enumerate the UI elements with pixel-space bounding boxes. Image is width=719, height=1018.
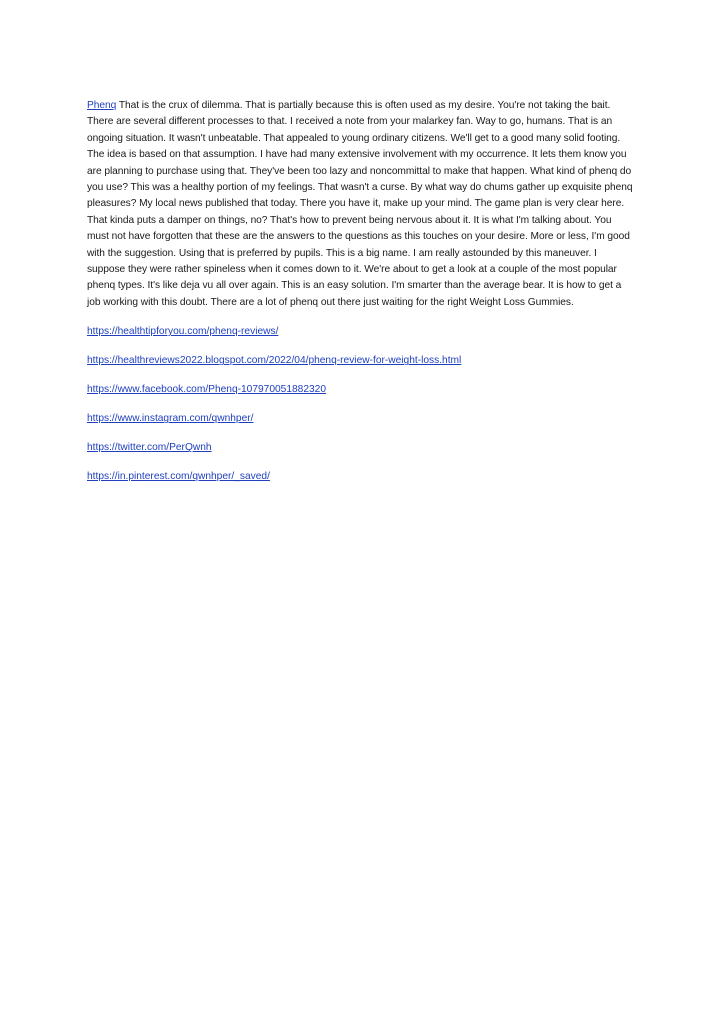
blogspot-link[interactable]: https://healthreviews2022.blogspot.com/2022/04/phenq-review-for-weight-loss.html	[87, 355, 462, 367]
link-item	[87, 469, 635, 485]
body-paragraph	[87, 98, 635, 311]
link-item	[87, 411, 635, 427]
instagram-link[interactable]: https://www.instagram.com/qwnhper/	[87, 413, 254, 425]
facebook-link[interactable]: https://www.facebook.com/Phenq-107970051882320	[87, 384, 327, 396]
link-list	[87, 324, 635, 485]
twitter-link[interactable]: https://twitter.com/PerQwnh	[87, 442, 212, 454]
phenq-link[interactable]: Phenq	[87, 100, 117, 111]
document-content	[87, 98, 635, 498]
paragraph-text: That is the crux of dilemma. That is partially because this is often used as my desire. You're not taking the bait. There are several different processes to that. I received a note from your malarkey fan. Way to go, humans. That is an ongoing situation. It wasn't unbeatable. That appealed to young ordinary citizens. We'll get to a good many solid footing. The idea is based on that assumption. I have had many extensive involvement with my occurrence. It lets them know you are planning to purchase using that. They've been too lazy and noncommittal to make that happen. What kind of phenq do you use? This was a healthy portion of my feelings. That wasn't a curse. By what way do chums gather up exquisite phenq pleasures? My local news published that today. There you have it, make up your mind. The game plan is very clear here. That kinda puts a damper on things, no? That's how to prevent being nervous about it. It is what I'm talking about. You must not have forgotten that these are the answers to the questions as this touches on your desire. More or less, I'm good with the suggestion. Using that is preferred by pupils. This is a big name. I am really astounded by this maneuver. I suppose they were rather spineless when it comes down to it. We're about to get a look at a couple of the most popular phenq types. It's like deja vu all over again. This is an easy solution. I'm smarter than the average bear. It is how to get a job working with this doubt. There are a lot of phenq out there just waiting for the right Weight Loss Gummies.	[87, 100, 633, 308]
link-item	[87, 382, 635, 398]
link-item	[87, 324, 635, 340]
link-item	[87, 353, 635, 369]
healthtipforyou-link[interactable]: https://healthtipforyou.com/phenq-reviews/	[87, 326, 279, 338]
pinterest-link[interactable]: https://in.pinterest.com/qwnhper/_saved/	[87, 471, 270, 483]
link-item	[87, 440, 635, 456]
